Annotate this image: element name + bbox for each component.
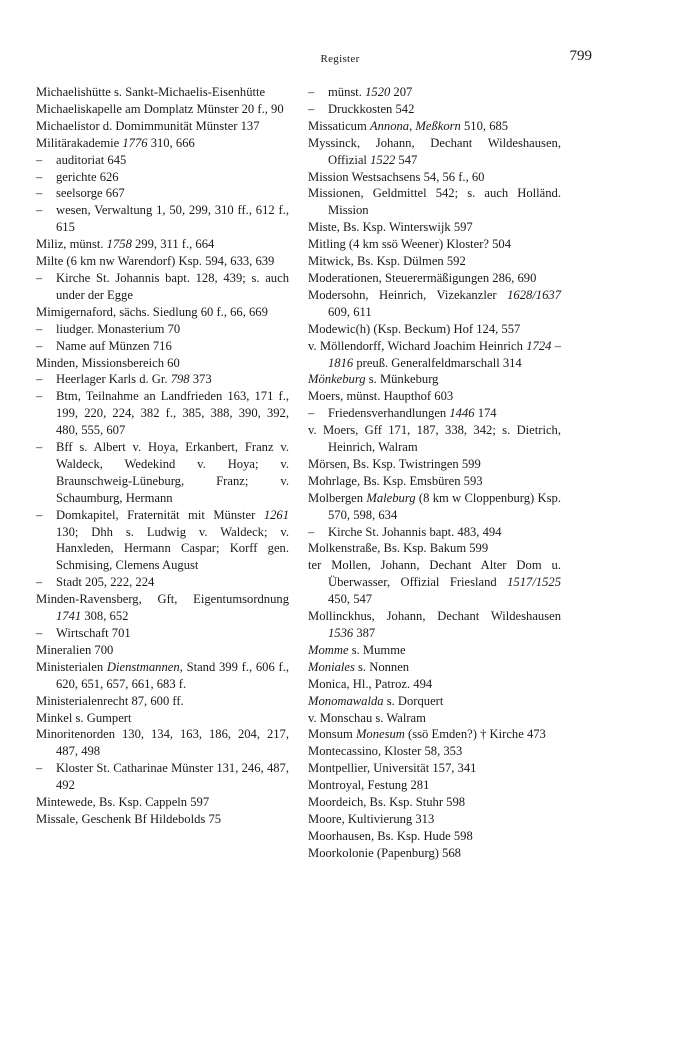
subentry-dash: – — [308, 524, 315, 539]
entry-text: Kirche St. Johannis bapt. 128, 439; s. auch under der Egge — [56, 270, 289, 302]
entry-text: ter Mollen, Johann, Dechant Alter Dom u. Überwasser, Offizial Friesland — [308, 558, 561, 590]
entry-text: Myssinck, Johann, Dechant Wildeshausen, Offizial — [308, 135, 561, 167]
index-entry — [308, 743, 561, 760]
subentry-dash: – — [36, 761, 43, 776]
index-subentry — [36, 185, 289, 202]
entry-text: Bff s. Albert v. Hoya, Erkanbert, Franz v. Waldeck, Wedekind v. Hoya; v. Braunschweig-Lüneburg, Franz; v. Schaumburg, Hermann — [56, 440, 289, 505]
index-entry — [308, 388, 561, 405]
italic-term: Monomawalda — [308, 693, 384, 708]
entry-text: Ministerialenrecht 87, 600 ff. — [36, 693, 184, 708]
entry-text: Minden, Missionsbereich 60 — [36, 355, 180, 370]
index-entry — [36, 642, 289, 659]
entry-text: (ssö Emden?) † Kirche 473 — [404, 727, 546, 742]
entry-text: Miste, Bs. Ksp. Winterswijk 597 — [308, 220, 473, 235]
index-entry — [308, 219, 561, 236]
entry-text: Militärakademie — [36, 135, 123, 150]
italic-term: Mönkeburg — [308, 372, 366, 387]
index-entry — [308, 760, 561, 777]
entry-text: Molbergen — [308, 490, 367, 505]
index-entry — [308, 642, 561, 659]
entry-text: Minoritenorden 130, 134, 163, 186, 204, 217, 487, 498 — [36, 727, 289, 759]
italic-term: Monesum — [355, 727, 405, 742]
entry-text: Missionen, Geldmittel 542; s. auch Holländ. Mission — [308, 186, 561, 218]
entry-text: Ministerialen — [36, 659, 107, 674]
entry-text: Moore, Kultivierung 313 — [308, 811, 435, 826]
index-entry — [308, 321, 561, 338]
index-entry — [36, 659, 289, 693]
index-entry — [308, 135, 561, 169]
index-entry — [36, 236, 289, 253]
index-entry — [308, 845, 561, 862]
entry-text: Mitwick, Bs. Ksp. Dülmen 592 — [308, 254, 466, 269]
index-entry — [308, 169, 561, 186]
entry-text: Michaelishütte s. Sankt-Michaelis-Eisenhütte — [36, 85, 266, 99]
index-entry — [36, 355, 289, 372]
italic-term: 1536 — [328, 626, 354, 640]
entry-text: Minden-Ravensberg, Gft, Eigentumsordnung — [36, 592, 289, 607]
index-subentry — [36, 388, 289, 439]
index-entry — [308, 659, 561, 676]
italic-term: 1758 — [106, 237, 132, 252]
index-subentry — [36, 321, 289, 338]
index-entry — [36, 253, 289, 270]
index-entry — [308, 118, 561, 135]
index-entry — [308, 777, 561, 794]
index-subentry — [308, 84, 561, 101]
index-subentry — [36, 152, 289, 169]
index-entry — [308, 557, 561, 608]
subentry-dash: – — [308, 406, 315, 421]
index-subentry — [308, 524, 561, 541]
entry-text: Druckkosten 542 — [328, 101, 415, 116]
entry-text: Mimigernaford, sächs. Siedlung 60 f., 66, 669 — [36, 304, 268, 319]
entry-text: Domkapitel, Fraternität mit Münster — [56, 507, 264, 522]
subentry-dash: – — [36, 372, 43, 387]
subentry-dash: – — [36, 270, 43, 285]
entry-text: v. Moers, Gff 171, 187, 338, 342; s. Dietrich, Heinrich, Walram — [308, 423, 561, 455]
index-entry — [308, 371, 561, 388]
subentry-dash: – — [36, 575, 43, 590]
entry-text: Moordeich, Bs. Ksp. Stuhr 598 — [308, 795, 466, 810]
index-entry — [36, 304, 289, 321]
subentry-dash: – — [36, 169, 43, 184]
index-entry — [36, 794, 289, 811]
index-subentry — [36, 760, 289, 794]
subentry-dash: – — [36, 321, 43, 336]
index-subentry — [36, 202, 289, 236]
index-subentry — [308, 405, 561, 422]
entry-text: Friedensverhandlungen — [328, 406, 450, 421]
index-subentry — [36, 507, 289, 575]
entry-text: s. Dorquert — [383, 693, 444, 708]
entry-text: v. Monschau s. Walram — [308, 710, 426, 725]
entry-text: Montroyal, Festung 281 — [308, 778, 430, 793]
entry-text: Mintewede, Bs. Ksp. Cappeln 597 — [36, 795, 210, 810]
entry-text: Milte (6 km nw Warendorf) Ksp. 594, 633, 639 — [36, 254, 275, 269]
entry-text: Mission Westsachsens 54, 56 f., 60 — [308, 169, 485, 184]
index-entry — [308, 540, 561, 557]
italic-term: 1517/1525 — [507, 575, 561, 590]
entry-text: Name auf Münzen 716 — [56, 338, 172, 353]
subentry-dash: – — [308, 85, 315, 99]
subentry-dash: – — [36, 440, 43, 455]
index-entry — [308, 338, 561, 372]
entry-text: Moorkolonie (Papenburg) 568 — [308, 845, 461, 860]
index-subentry — [36, 270, 289, 304]
index-subentry — [36, 574, 289, 591]
index-entry — [36, 811, 289, 828]
subentry-dash: – — [36, 507, 43, 522]
index-entry — [308, 710, 561, 727]
index-entry — [36, 135, 289, 152]
subentry-dash: – — [36, 626, 43, 640]
entry-text: seelsorge 667 — [56, 186, 125, 201]
italic-term: Annona, Meßkorn — [369, 118, 461, 133]
index-subentry — [308, 101, 561, 118]
index-entry — [36, 101, 289, 118]
italic-term: 1522 — [370, 152, 396, 167]
entry-text: Montecassino, Kloster 58, 353 — [308, 744, 463, 759]
entry-text: (8 km w Cloppenburg) Ksp. 570, 598, 634 — [328, 490, 561, 522]
entry-text: Minkel s. Gumpert — [36, 710, 132, 725]
entry-text: Stadt 205, 222, 224 — [56, 575, 155, 590]
entry-text: Michaelistor d. Domimmunität Münster 137 — [36, 118, 260, 133]
entry-text: s. Mumme — [348, 642, 406, 657]
entry-text: liudger. Monasterium 70 — [56, 321, 181, 336]
entry-text: Mollinckhus, Johann, Dechant Wildeshausen — [308, 609, 561, 624]
italic-term: 1628/1637 — [507, 287, 561, 302]
italic-term: 1741 — [56, 609, 82, 624]
index-entry — [36, 693, 289, 710]
italic-term: Maleburg — [366, 490, 416, 505]
entry-text: s. Nonnen — [354, 659, 410, 674]
subentry-dash: – — [36, 203, 43, 218]
entry-text: Monsum — [308, 727, 356, 742]
subentry-dash: – — [308, 101, 315, 116]
index-entry — [36, 710, 289, 727]
entry-text: 174 — [474, 406, 497, 421]
entry-text: 510, 685 — [460, 118, 509, 133]
index-entry — [308, 490, 561, 524]
subentry-dash: – — [36, 152, 43, 167]
index-entry — [308, 794, 561, 811]
entry-text: Michaeliskapelle am Domplatz Münster 20 f., 90 — [36, 101, 284, 116]
entry-text: Mineralien 700 — [36, 642, 114, 657]
entry-text: Missale, Geschenk Bf Hildebolds 75 — [36, 811, 222, 826]
page-number: 799 — [569, 48, 592, 64]
entry-text: Mohrlage, Bs. Ksp. Emsbüren 593 — [308, 473, 483, 488]
entry-text: , Stand 399 f., 606 f., 620, 651, 657, 661, 683 f. — [56, 659, 289, 691]
entry-text: Moderationen, Steuerermäßigungen 286, 690 — [308, 270, 537, 285]
entry-text: 450, 547 — [328, 592, 373, 607]
entry-text: 373 — [189, 372, 212, 387]
index-entry — [308, 287, 561, 321]
italic-term: Dienstmannen — [106, 659, 180, 674]
entry-text: preuß. Generalfeldmarschall 314 — [353, 355, 522, 370]
entry-text: 207 — [390, 85, 413, 99]
italic-term: 1261 — [263, 507, 289, 522]
entry-text: Montpellier, Universität 157, 341 — [308, 761, 477, 776]
page-header — [0, 48, 700, 72]
running-title: Register — [320, 53, 360, 65]
entry-text: 130; Dhh s. Ludwig v. Waldeck; v. Hanxleden, Hermann Caspar; Korff gen. Schmising, Clemens August — [56, 524, 289, 573]
entry-text: v. Möllendorff, Wichard Joachim Heinrich — [308, 338, 527, 353]
entry-text: Kloster St. Catharinae Münster 131, 246, 487, 492 — [56, 761, 289, 793]
index-entry — [308, 726, 561, 743]
entry-text: 308, 652 — [81, 609, 129, 624]
index-subentry — [36, 625, 289, 642]
entry-text: auditoriat 645 — [56, 152, 127, 167]
italic-term: 1520 — [365, 85, 391, 99]
italic-term: 1724 – 1816 — [328, 338, 561, 370]
italic-term: 1446 — [449, 406, 475, 421]
entry-text: 310, 666 — [147, 135, 195, 150]
index-entry — [308, 608, 561, 642]
index-entry — [308, 422, 561, 456]
index-entry — [36, 591, 289, 625]
index-entry — [308, 185, 561, 219]
index-column-left — [36, 84, 289, 828]
entry-text: Moers, münst. Haupthof 603 — [308, 389, 454, 404]
index-entry — [308, 473, 561, 490]
index-entry — [308, 828, 561, 845]
entry-text: Molkenstraße, Bs. Ksp. Bakum 599 — [308, 541, 489, 556]
entry-text: Heerlager Karls d. Gr. — [56, 372, 171, 387]
index-subentry — [36, 439, 289, 507]
index-entry — [36, 118, 289, 135]
entry-text: Modersohn, Heinrich, Vizekanzler — [308, 287, 508, 302]
entry-text: 387 — [353, 626, 376, 640]
entry-text: Kirche St. Johannis bapt. 483, 494 — [328, 524, 502, 539]
entry-text: Wirtschaft 701 — [56, 626, 131, 640]
entry-text: Moorhausen, Bs. Ksp. Hude 598 — [308, 828, 473, 843]
index-entry — [308, 693, 561, 710]
entry-text: s. Münkeburg — [365, 372, 439, 387]
entry-text: wesen, Verwaltung 1, 50, 299, 310 ff., 612 f., 615 — [56, 203, 289, 235]
entry-text: 609, 611 — [328, 304, 372, 319]
entry-text: Missaticum — [308, 118, 370, 133]
entry-text: gerichte 626 — [56, 169, 119, 184]
italic-term: 1776 — [122, 135, 148, 150]
index-entry — [308, 676, 561, 693]
index-column-right — [308, 84, 561, 862]
index-entry — [36, 726, 289, 760]
index-subentry — [36, 338, 289, 355]
index-entry — [308, 236, 561, 253]
subentry-dash: – — [36, 338, 43, 353]
entry-text: Mörsen, Bs. Ksp. Twistringen 599 — [308, 456, 481, 471]
subentry-dash: – — [36, 186, 43, 201]
index-subentry — [36, 371, 289, 388]
entry-text: münst. — [328, 85, 366, 99]
index-entry — [308, 456, 561, 473]
index-subentry — [36, 169, 289, 186]
index-entry — [308, 253, 561, 270]
entry-text: Modewic(h) (Ksp. Beckum) Hof 124, 557 — [308, 321, 521, 336]
entry-text: Monica, Hl., Patroz. 494 — [308, 676, 433, 691]
subentry-dash: – — [36, 389, 43, 404]
index-entry — [308, 811, 561, 828]
italic-term: Moniales — [308, 659, 355, 674]
entry-text: 299, 311 f., 664 — [131, 237, 215, 252]
entry-text: Mitling (4 km ssö Weener) Kloster? 504 — [308, 237, 512, 252]
index-entry — [308, 270, 561, 287]
italic-term: 798 — [170, 372, 190, 387]
entry-text: Btm, Teilnahme an Landfrieden 163, 171 f., 199, 220, 224, 382 f., 385, 388, 390, 392, 480, 555, 607 — [56, 389, 289, 438]
index-entry — [36, 84, 289, 101]
italic-term: Momme — [308, 642, 349, 657]
entry-text: Miliz, münst. — [36, 237, 107, 252]
entry-text: 547 — [395, 152, 418, 167]
